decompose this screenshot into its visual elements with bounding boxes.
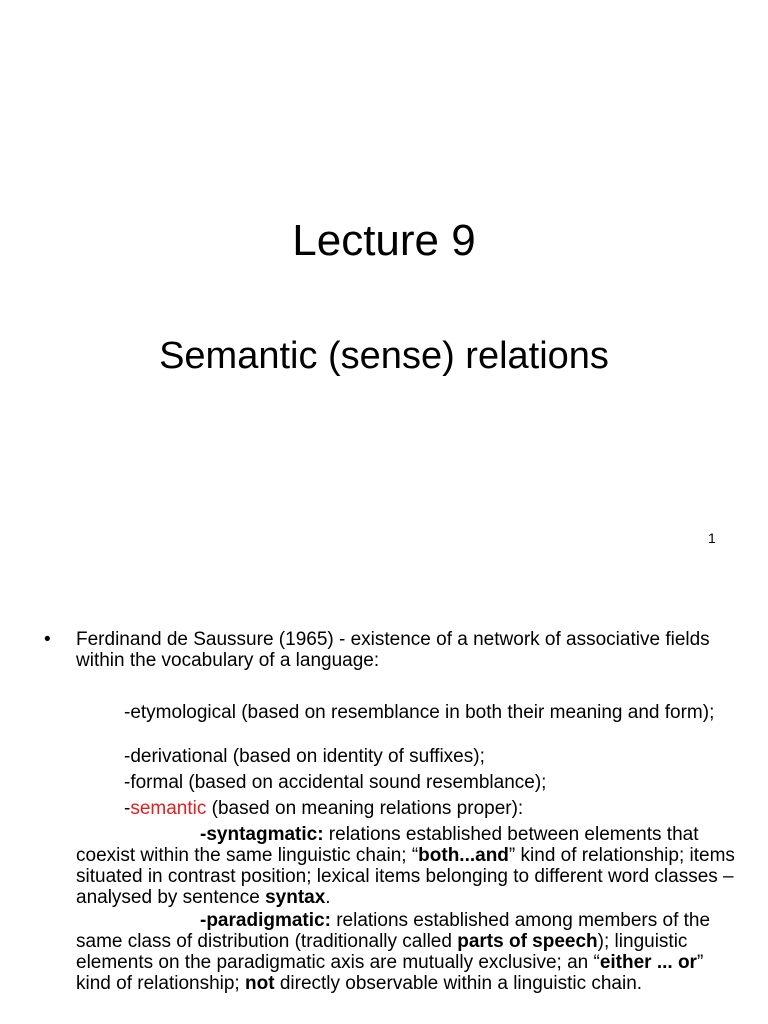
derivational-item: -derivational (based on identity of suffixes); xyxy=(124,746,485,767)
etymological-item: -etymological (based on resemblance in both their meaning and form); xyxy=(124,702,715,723)
lecture-subtitle: Semantic (sense) relations xyxy=(159,335,609,377)
paradigmatic-term: -paradigmatic: xyxy=(200,910,331,931)
paradigmatic-text-3: ” kind of relationship; xyxy=(76,952,704,994)
intro-paragraph: Ferdinand de Saussure (1965) - existence of a network of associative fields within the vocabulary of a language: xyxy=(76,629,710,671)
semantic-item xyxy=(76,798,736,819)
paradigmatic-bold-2: either ... or xyxy=(599,952,697,973)
semantic-term: semantic xyxy=(130,798,207,819)
page-number: 1 xyxy=(708,530,716,546)
paradigmatic-text-4: directly observable within a linguistic chain. xyxy=(274,973,643,994)
lecture-title: Lecture 9 xyxy=(292,216,476,265)
syntagmatic-item xyxy=(76,824,736,908)
syntagmatic-text-2: ” kind of relationship; items situated in contrast position; lexical items belonging to different word classes – analysed by sentence xyxy=(76,845,735,908)
syntagmatic-text-1: relations established between elements that coexist within the same linguistic chain; “ xyxy=(76,824,699,866)
formal-item: -formal (based on accidental sound resemblance); xyxy=(124,772,547,793)
paradigmatic-item xyxy=(76,910,736,994)
slide-content-page xyxy=(0,600,768,1024)
paradigmatic-bold-3: not xyxy=(245,973,275,994)
bullet-marker: • xyxy=(44,629,51,650)
semantic-description: (based on meaning relations proper): xyxy=(206,798,524,819)
paradigmatic-bold-1: parts of speech xyxy=(457,931,598,952)
paradigmatic-text-1: relations established among members of the same class of distribution (traditionally called xyxy=(76,910,711,952)
syntagmatic-term: -syntagmatic: xyxy=(200,824,324,845)
syntagmatic-bold-2: syntax xyxy=(265,887,326,908)
paradigmatic-text-2: ); linguistic elements on the paradigmatic axis are mutually exclusive; an “ xyxy=(76,931,688,973)
semantic-dash: - xyxy=(124,798,131,819)
syntagmatic-bold-1: both...and xyxy=(418,845,509,866)
syntagmatic-text-3: . xyxy=(325,887,331,908)
